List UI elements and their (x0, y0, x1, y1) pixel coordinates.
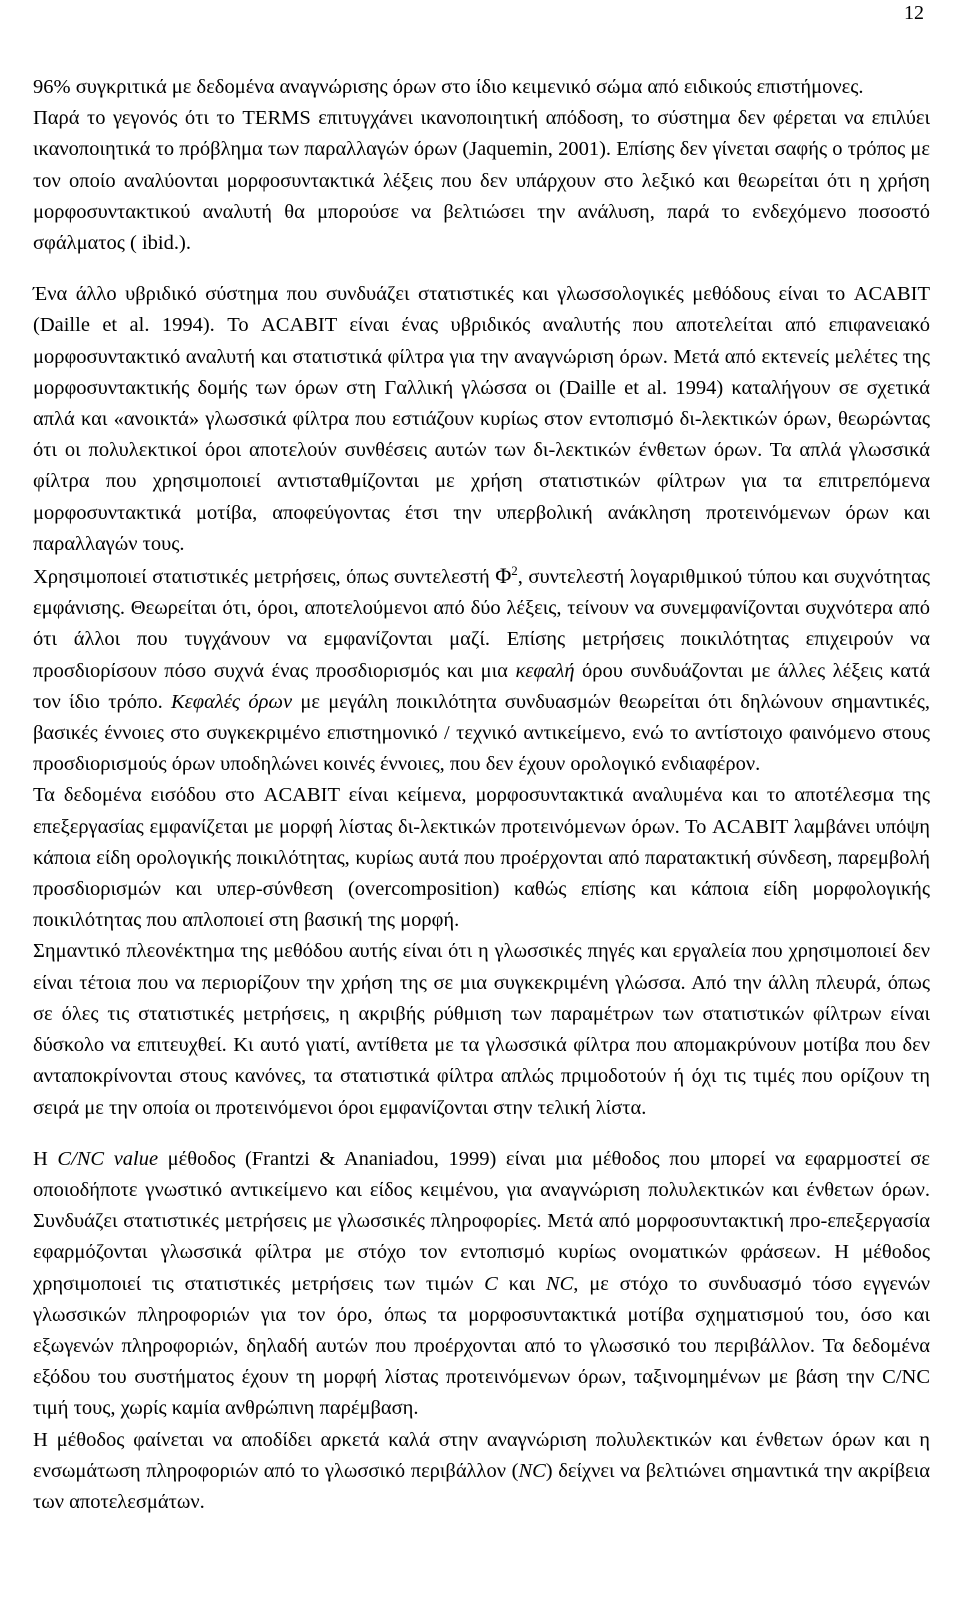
page-number: 12 (904, 2, 924, 24)
italic-term: Κεφαλές όρων (171, 690, 293, 713)
italic-term: C (484, 1272, 498, 1295)
paragraph-p5 (33, 780, 930, 936)
italic-term: C/NC value (57, 1147, 159, 1170)
paragraph-p7 (33, 1144, 930, 1425)
paragraph-p1 (33, 72, 930, 103)
italic-term: κεφαλή (515, 659, 575, 682)
paragraph-p3 (33, 279, 930, 560)
text-run: Σημαντικό πλεονέκτημα της μεθόδου αυτής είναι ότι η γλωσσικές πηγές και εργαλεία που χρησιμοποιεί δεν είναι τέτοια που να περιορίζουν την χρήση της σε μια συγκεκριμένη γλώσσα. Από την άλλη πλευρά, όπως σε όλες τις στατιστικές μετρήσεις, η ακριβής ρύθμιση των παραμέτρων των στατιστικών φίλτρων είναι δύσκολο να επιτευχθεί. Κι αυτό γιατί, αντίθετα με τα γλωσσικά φίλτρα που απομακρύνουν μοτίβα που δεν ανταποκρίνονται στους κανόνες, τα στατιστικά φίλτρα απλώς πριμοδοτούν ή όχι τις τιμές που ορίζουν τη σειρά με την οποία οι προτεινόμενοι όροι εμφανίζονται στην τελική λίστα. (33, 940, 930, 1119)
text-run: 96% συγκριτικά με δεδομένα αναγνώρισης όρων στο ίδιο κειμενικό σώμα από ειδικούς επιστήμονες. (33, 76, 864, 98)
text-run: μέθοδος (Frantzi & Ananiadou, 1999) είναι μια μέθοδος που μπορεί να εφαρμοστεί σε οποιοδήποτε γνωστικό αντικείμενο και είδος κειμένου, για αναγνώριση πολυλεκτικών και ένθετων όρων. Συνδυάζει στατιστικές μετρήσεις με γλωσσικές πληροφορίες. Μετά από μορφοσυντακτική προ-επεξεργασία εφαρμόζονται γλωσσικά φίλτρα με στόχο τον εντοπισμό κυρίως ονοματικών φράσεων. Η μέθοδος χρησιμοποιεί τις στατιστικές μετρήσεις των τιμών (33, 1147, 930, 1295)
superscript: 2 (511, 563, 518, 579)
text-run: Η (33, 1147, 58, 1170)
paragraph-p8 (33, 1425, 930, 1519)
text-run: , συντελεστή λογαριθμικού τύπου και συχνότητας εμφάνισης. Θεωρείται ότι, όροι, αποτελούμενοι από δύο λέξεις, τείνουν να συνεμφανίζονται συχνότερα από ότι άλλοι που τυγχάνουν να εμφανίζονται μαζί. Επίσης μετρήσεις ποικιλότητας επιχειρούν να προσδιορίσουν πόσο συχνά ένας προσδιορισμός και μια (33, 566, 930, 682)
text-run: Χρησιμοποιεί στατιστικές μετρήσεις, όπως συντελεστή (33, 566, 496, 589)
text-run: Παρά το γεγονός ότι το TERMS επιτυγχάνει ικανοποιητική απόδοση, το σύστημα δεν φέρεται να επιλύει ικανοποιητικά το πρόβλημα των παραλλαγών όρων (Jaquemin, 2001). Επίσης δεν γίνεται σαφής ο τρόπος με τον οποίο αναλύονται μορφοσυντακτικά λέξεις που δεν υπάρχουν στο λεξικό και θεωρείται ότι η χρήση μορφοσυντακτικού αναλυτή θα μπορούσε να βελτιώσει την ανάλυση, παρά το ενδεχόμενο ποσοστό σφάλματος ( ibid.). (33, 107, 930, 255)
italic-term: NC (518, 1459, 546, 1482)
text-run: με μεγάλη ποικιλότητα συνδυασμών θεωρείται ότι δηλώνουν σημαντικές, βασικές έννοιες στο συγκεκριμένο επιστημονικό / τεχνικό αντικείμενο, ενώ το αντίστοιχο φαινόμενο στους προσδιορισμούς όρων υποδηλώνει κοινές έννοιες, που δεν έχουν ορολογικό ενδιαφέρον. (33, 690, 930, 776)
italic-term: NC (545, 1272, 574, 1295)
text-run: , με στόχο το συνδυασμό τόσο εγγενών γλωσσικών πληροφοριών για τον όρο, όπως τα μορφοσυντακτικά μοτίβα σχηματισμού του, όσο και εξωγενών πληροφοριών, δηλαδή αυτών που προέρχονται από το γλωσσικό του περιβάλλον. Τα δεδομένα εξόδου του συστήματος έχουν τη μορφή λίστας προτεινόμενων όρων, ταξινομημένων με βάση την C/NC τιμή τους, χωρίς καμία ανθρώπινη παρέμβαση. (33, 1272, 931, 1420)
text-run: Ένα άλλο υβριδικό σύστημα που συνδυάζει στατιστικές και γλωσσολογικές μεθόδους είναι το ACABIT (Daille et al. 1994). Το ACABIT είναι ένας υβριδικός αναλυτής που αποτελείται από επιφανειακό μορφοσυντακτικό αναλυτή και στατιστικά φίλτρα για την αναγνώριση όρων. Μετά από εκτενείς μελέτες της μορφοσυντακτικής δομής των όρων στη Γαλλική γλώσσα οι (Daille et al. 1994) καταλήγουν σε σχετικά απλά και «ανοικτά» γλωσσικά φίλτρα που εστιάζουν κυρίως στον εντοπισμό δι-λεκτικών όρων, θεωρώντας ότι οι πολυλεκτικοί όροι αποτελούν συνθέσεις αυτών των δι-λεκτικών ένθετων όρων. Τα απλά γλωσσικά φίλτρα που χρησιμοποιεί αντισταθμίζονται με χρήση στατιστικών φίλτρων για τα επιτρεπόμενα μορφοσυντακτικά μοτίβα, αποφεύγοντας έτσι την υπερβολική ανάκληση προτεινόμενων όρων και παραλλαγών τους. (33, 283, 930, 555)
text-run: και (497, 1272, 546, 1295)
document-body (33, 72, 930, 1518)
text-run: όρου συνδυάζονται με άλλες λέξεις κατά τον ίδιο τρόπο. (33, 659, 930, 713)
text-run: Τα δεδομένα εισόδου στο ACABIT είναι κείμενα, μορφοσυντακτικά αναλυμένα και το αποτέλεσμα της επεξεργασίας εμφανίζεται με μορφή λίστας δι-λεκτικών προτεινόμενων όρων. Το ACABIT λαμβάνει υπόψη κάποια είδη ορολογικής ποικιλότητας, κυρίως αυτά που προέρχονται από παρατακτική σύνδεση, παρεμβολή προσδιορισμών και υπερ-σύνθεση (overcomposition) καθώς επίσης και κάποια είδη μορφολογικής ποικιλότητας που απλοποιεί στη βασική της μορφή. (33, 784, 930, 932)
text-run: ) δείχνει να βελτιώνει σημαντικά την ακρίβεια των αποτελεσμάτων. (33, 1459, 930, 1513)
paragraph-p4 (33, 560, 930, 780)
text-run: Η μέθοδος φαίνεται να αποδίδει αρκετά καλά στην αναγνώριση πολυλεκτικών και ένθετων όρων και η ενσωμάτωση πληροφοριών από το γλωσσικό περιβάλλον ( (33, 1428, 930, 1482)
paragraph-p6 (33, 936, 930, 1123)
phi-symbol: Φ (495, 563, 512, 589)
paragraph-p2 (33, 103, 930, 259)
